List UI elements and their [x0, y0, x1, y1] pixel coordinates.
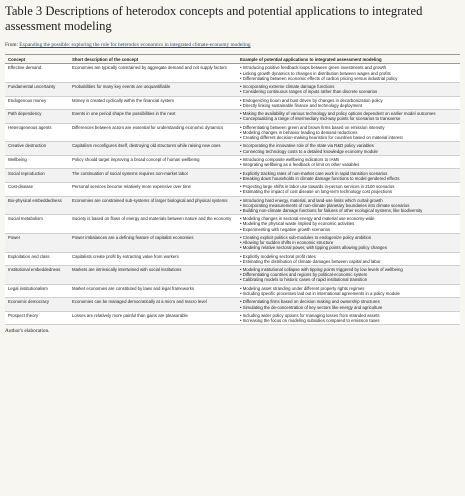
description-cell: Differences between actors are essential for understanding economic dynamics [69, 123, 237, 142]
table-row [5, 298, 460, 312]
description-cell: Events in one period shape the possibilities in the next [69, 110, 237, 124]
example-text: Conceptualizing a range of intermediary mid-way points for scenarios to transverse [242, 116, 401, 122]
examples-cell [237, 64, 460, 83]
table-row [5, 96, 460, 110]
table-row [5, 252, 460, 266]
examples-cell [237, 123, 460, 142]
bullet-icon: • [240, 245, 243, 251]
example-text: Making the availability of various technology and policy options dependent on earlier model outcomes [242, 111, 436, 117]
example-item [240, 208, 458, 213]
bullet-icon: • [240, 143, 243, 149]
description-cell: Economies can be managed democratically at a micro and macro level [69, 298, 237, 312]
example-text: Connecting technology costs to a detailed knowledge economy module [242, 148, 378, 154]
example-item [240, 318, 458, 323]
bullet-icon: • [240, 157, 243, 163]
table-row [5, 110, 460, 124]
source-prefix: From: [5, 42, 20, 48]
concept-cell: Endogenous money [5, 96, 69, 110]
table-row [5, 311, 460, 325]
bullet-icon: • [240, 240, 243, 246]
bullet-icon: • [240, 148, 243, 154]
footnote: Author's elaboration. [5, 328, 50, 335]
example-item [240, 189, 458, 194]
source-line [5, 42, 460, 50]
examples-cell [237, 196, 460, 215]
bullet-icon: • [240, 304, 243, 310]
example-text: Breaking down households in climate damage functions to model gendered effects [242, 175, 400, 181]
examples-cell [237, 110, 460, 124]
example-text: Considering continuous ranges of inputs rather than discrete scenarios [242, 89, 378, 95]
table-header-row [5, 55, 460, 64]
table-row [5, 82, 460, 96]
bullet-icon: • [240, 135, 243, 140]
concept-cell: Heterogeneous agents [5, 123, 69, 142]
example-text: Modeling asset stranding under different property rights regimes [242, 285, 365, 291]
bullet-icon: • [240, 253, 243, 259]
example-text: Increasing the focus on modeling subsidies compared to emission taxes [242, 318, 380, 324]
bullet-icon: • [240, 162, 243, 168]
description-cell: Economies are constrained sub-systems of larger biological and physical systems [69, 196, 237, 215]
bullet-icon: • [240, 89, 243, 95]
example-item [240, 277, 458, 282]
table-row [5, 155, 460, 169]
bullet-icon: • [240, 226, 243, 232]
example-text: Explicitly tracking rates of non-market care work in rapid transition scenarios [242, 170, 388, 176]
example-item [240, 176, 458, 181]
example-text: Differentiating between green and brown firms based on emission intensity [242, 124, 385, 130]
bullet-icon: • [240, 184, 243, 190]
example-item [240, 259, 458, 264]
description-cell: Money is created cyclically within the financial system [69, 96, 237, 110]
example-text: Endogenizing boom and bust driven by changes in decarbonization policy [242, 97, 383, 103]
example-item [240, 149, 458, 154]
bullet-icon: • [240, 285, 243, 291]
example-text: Creating explicit politics sub-modules to endogenize policy ambition [242, 235, 372, 241]
example-item [240, 89, 458, 94]
bullet-icon: • [240, 116, 243, 122]
source-article-link[interactable]: Expanding the possible: exploring the role for heterodox economics in integrated climate-economy modeling [19, 42, 251, 48]
example-text: Including wider policy options for managing losses from stranded assets [242, 313, 380, 319]
examples-cell [237, 284, 460, 298]
bullet-icon: • [240, 111, 243, 117]
bullet-icon: • [240, 207, 243, 213]
bullet-icon: • [240, 124, 243, 130]
bullet-icon: • [240, 318, 243, 324]
example-text: Allowing for sudden shifts in economic structure [242, 240, 334, 246]
example-text: Differentiating firms based on decision making and ownership structures [242, 299, 380, 305]
description-cell: Personal services become relatively more expensive over time [69, 182, 237, 196]
example-text: Estimating the distribution of climate damages between capital and labor [242, 258, 381, 264]
column-header-concept: Concept [5, 55, 69, 64]
example-text: Differentiating countries and regions by political-economic system [242, 272, 368, 278]
concept-cell: Path dependency [5, 110, 69, 124]
table-row [5, 123, 460, 142]
example-text: Differentiating between economic effects of carbon pricing versus industrial policy [242, 75, 398, 81]
bullet-icon: • [240, 313, 243, 319]
examples-cell [237, 311, 460, 325]
example-text: Projecting large shifts in labor use towards in-person services in 2100 scenarios [242, 184, 395, 190]
concept-cell: Exploitation and class [5, 252, 69, 266]
bullet-icon: • [240, 197, 243, 203]
concept-cell: Bio-physical embeddedness [5, 196, 69, 215]
bullet-icon: • [240, 267, 243, 273]
table-row [5, 215, 460, 234]
examples-cell [237, 169, 460, 183]
bullet-icon: • [240, 258, 243, 264]
description-cell: Economies are typically constrained by aggregate demand and not supply factors [69, 64, 237, 83]
concept-cell: Cost-disease [5, 182, 69, 196]
table-row [5, 142, 460, 156]
concept-cell: Fundamental uncertainty [5, 82, 69, 96]
examples-cell [237, 298, 460, 312]
concept-cell: Power [5, 233, 69, 252]
example-text: Building non-climate damage functions for failures of other ecological systems, like biodiversity [242, 207, 423, 213]
examples-cell [237, 155, 460, 169]
example-item [240, 162, 458, 167]
bullet-icon: • [240, 221, 243, 227]
examples-cell [237, 252, 460, 266]
example-text: Modeling changes in sectoral energy and material use economy-wide [242, 216, 375, 222]
examples-cell [237, 96, 460, 110]
bullet-icon: • [240, 97, 243, 103]
examples-cell [237, 266, 460, 285]
examples-cell [237, 82, 460, 96]
bullet-icon: • [240, 235, 243, 241]
table-row [5, 196, 460, 215]
examples-cell [237, 215, 460, 234]
table-body [5, 64, 460, 325]
examples-cell [237, 233, 460, 252]
bullet-icon: • [240, 75, 243, 81]
example-text: Explicitly modeling sectoral profit rates [242, 253, 316, 259]
example-text: Introducing composite wellbeing indicators to IAMs [242, 157, 340, 163]
example-text: Introducing positive feedback loops between green investments and growth [242, 65, 387, 71]
bullet-icon: • [240, 202, 243, 208]
bullet-icon: • [240, 102, 243, 108]
concept-cell: Effective demand [5, 64, 69, 83]
bullet-icon: • [240, 70, 243, 76]
bullet-icon: • [240, 189, 243, 195]
example-text: Estimating the impact of cost disease on long-term technology cost projections [242, 189, 392, 195]
example-item [240, 103, 458, 108]
description-cell: Probabilities for many key events are unquantifiable [69, 82, 237, 96]
description-cell: The continuation of social systems requires non-market labor [69, 169, 237, 183]
concept-cell: Prospect theory [5, 311, 69, 325]
description-cell: Capitalists create profit by extracting value from workers [69, 252, 237, 266]
example-item [240, 245, 458, 250]
bullet-icon: • [240, 129, 243, 135]
table-row [5, 284, 460, 298]
table-row [5, 182, 460, 196]
example-item [240, 305, 458, 310]
bullet-icon: • [240, 272, 243, 278]
example-text: Modeling relative sectoral power, with tipping points allowing policy changes [242, 245, 387, 251]
example-item [240, 227, 458, 232]
table-row [5, 169, 460, 183]
concept-cell: Social metabolism [5, 215, 69, 234]
example-text: Introducing hard energy, material, and land-use limits which curtail growth [242, 197, 383, 203]
bullet-icon: • [240, 170, 243, 176]
description-cell: Policy should target improving a broad concept of human wellbeing [69, 155, 237, 169]
bullet-icon: • [240, 175, 243, 181]
examples-cell [237, 182, 460, 196]
description-cell: Capitalism reconfigures itself, destroying old structures while raising new ones [69, 142, 237, 156]
example-text: Incorporating the innovative role of the state via R&D policy variables [242, 143, 374, 149]
example-text: Incorporating extreme climate damage functions [242, 84, 335, 90]
concepts-table [5, 54, 460, 325]
examples-cell [237, 142, 460, 156]
concept-cell: Social reproduction [5, 169, 69, 183]
example-text: Modeling institutional collapse with tipping points triggered by low levels of wellbeing [242, 267, 403, 273]
bullet-icon: • [240, 216, 243, 222]
column-header-description: Short description of the concept [69, 55, 237, 64]
table-row [5, 233, 460, 252]
description-cell: Markets are intrinsically intertwined with social institutions [69, 266, 237, 285]
example-text: Calibrating models to historic cases of rapid institutional transition [242, 277, 368, 283]
table-row [5, 266, 460, 285]
example-text: Directly linking sustainable finance and technology deployment [242, 102, 363, 108]
bullet-icon: • [240, 277, 243, 283]
concept-cell: Economic democracy [5, 298, 69, 312]
column-header-examples: Example of potential applications to integrated assessment modeling [237, 55, 460, 64]
bullet-icon: • [240, 291, 243, 296]
bullet-icon: • [240, 65, 243, 71]
bullet-icon: • [240, 84, 243, 90]
example-text: Experimenting with negative growth scenarios [242, 226, 331, 232]
example-item [240, 135, 458, 140]
description-cell: Power imbalances are a defining feature of capitalist economies [69, 233, 237, 252]
table-title: Table 3 Descriptions of heterodox concepts and potential applications to integrated assessment modeling [5, 4, 423, 33]
concept-cell: Legal institutionalism [5, 284, 69, 298]
example-item [240, 291, 458, 296]
example-text: Linking growth dynamics to changes in distribution between wages and profits [242, 70, 391, 76]
table-row [5, 64, 460, 83]
description-cell: Market economies are constituted by laws and legal frameworks [69, 284, 237, 298]
example-text: Simulating the de-concentration of key sectors like energy and agriculture [242, 304, 383, 310]
example-text: Integrating wellbeing as a feedback or limit on other variables [242, 162, 360, 168]
example-item [240, 76, 458, 81]
example-text: Creating different decision-making heuristics for countries based on material interest [242, 135, 403, 140]
concept-cell: Wellbeing [5, 155, 69, 169]
bullet-icon: • [240, 299, 243, 305]
example-text: Modeling changes in behavior leading to demand reductions [242, 129, 358, 135]
example-text: Including specific processes laid out in international agreements in a policy module [242, 291, 400, 296]
description-cell: Society is based on flows of energy and materials between nature and the economy [69, 215, 237, 234]
example-text: Incorporating measurements of non-climate planetary boundaries into climate scenarios [242, 202, 410, 208]
description-cell: Losses are relatively more painful than gains are pleasurable [69, 311, 237, 325]
concept-cell: Creative destruction [5, 142, 69, 156]
example-text: Modeling the physical waste implied by economic activities [242, 221, 355, 227]
concept-cell: Institutional embeddedness [5, 266, 69, 285]
example-item [240, 116, 458, 121]
